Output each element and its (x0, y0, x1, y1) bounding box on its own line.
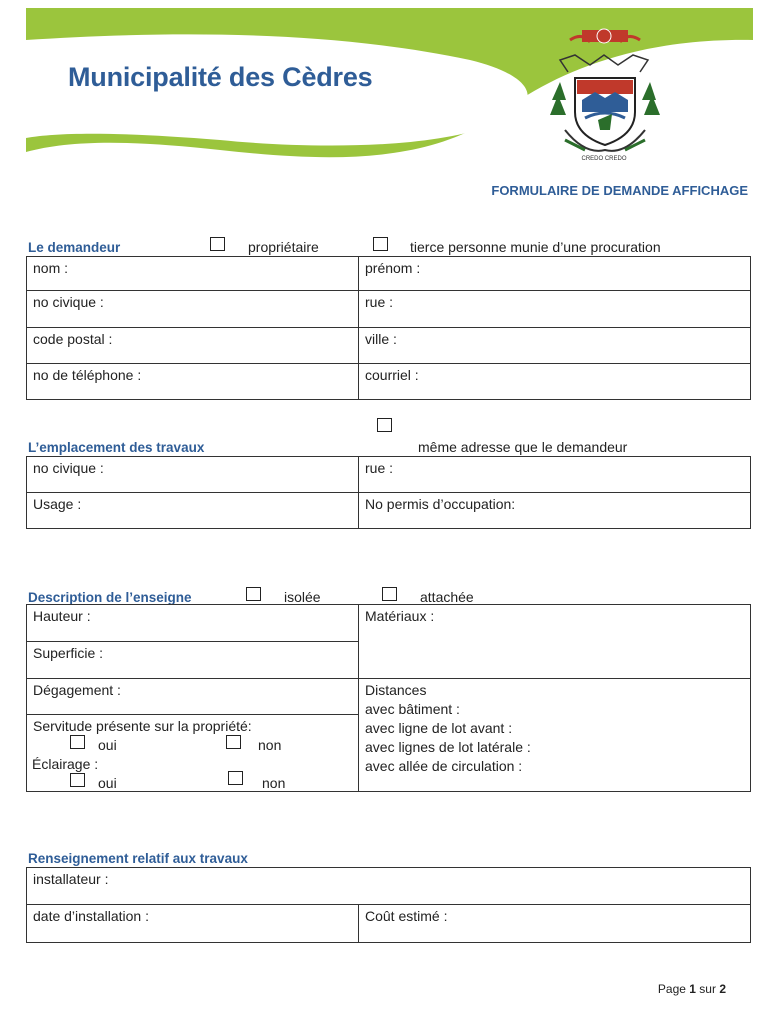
proprietaire-label: propriétaire (248, 239, 319, 255)
permis-occupation-field[interactable]: No permis d’occupation: (359, 493, 751, 529)
servitude-oui-label: oui (98, 737, 117, 753)
servitude-oui-checkbox[interactable] (70, 735, 85, 749)
servitude-label: Servitude présente sur la propriété: (33, 718, 252, 734)
demandeur-heading: Le demandeur (28, 240, 121, 255)
distance-lot-avant: avec ligne de lot avant : (365, 720, 513, 736)
prenom-field[interactable]: prénom : (359, 257, 751, 291)
page-number: Page 1 sur 2 (657, 982, 726, 996)
enseigne-heading: Description de l’enseigne (28, 590, 192, 605)
eclairage-oui-checkbox[interactable] (70, 773, 85, 787)
emplacement-rue-field[interactable]: rue : (359, 457, 751, 493)
nom-field[interactable]: nom : (27, 257, 359, 291)
distances-label: Distances (365, 682, 427, 698)
demandeur-table (26, 256, 751, 400)
hauteur-field[interactable]: Hauteur : (27, 605, 359, 642)
eclairage-oui-label: oui (98, 775, 117, 791)
distance-allee: avec allée de circulation : (365, 758, 523, 774)
date-installation-field[interactable]: date d’installation : (27, 905, 359, 943)
code-postal-field[interactable]: code postal : (27, 328, 359, 364)
cout-estime-field[interactable]: Coût estimé : (359, 905, 751, 943)
distance-batiment: avec bâtiment : (365, 701, 460, 717)
attachee-label: attachée (420, 589, 474, 605)
meme-adresse-checkbox[interactable] (377, 418, 392, 432)
servitude-non-label: non (258, 737, 282, 753)
eclairage-non-label: non (262, 775, 286, 791)
installateur-field[interactable]: installateur : (27, 868, 751, 905)
courriel-field[interactable]: courriel : (359, 364, 751, 400)
usage-field[interactable]: Usage : (27, 493, 359, 529)
proprietaire-checkbox[interactable] (210, 237, 225, 251)
telephone-field[interactable]: no de téléphone : (27, 364, 359, 400)
meme-adresse-label: même adresse que le demandeur (418, 439, 628, 455)
attachee-checkbox[interactable] (382, 587, 397, 601)
servitude-non-checkbox[interactable] (226, 735, 241, 749)
enseigne-table (26, 604, 751, 792)
emplacement-no-civique-field[interactable]: no civique : (27, 457, 359, 493)
renseignement-heading: Renseignement relatif aux travaux (28, 851, 248, 866)
superficie-field[interactable]: Superficie : (27, 642, 359, 679)
degagement-field[interactable]: Dégagement : (27, 679, 359, 715)
rue-field[interactable]: rue : (359, 291, 751, 328)
crest-motto: CREDO CREDO (581, 156, 627, 162)
emplacement-heading: L’emplacement des travaux (28, 440, 205, 455)
eclairage-non-checkbox[interactable] (228, 771, 243, 785)
no-civique-field[interactable]: no civique : (27, 291, 359, 328)
distances-field[interactable] (359, 679, 751, 792)
materiaux-field[interactable]: Matériaux : (359, 605, 751, 679)
procuration-checkbox[interactable] (373, 237, 388, 251)
eclairage-label: Éclairage : (32, 756, 99, 772)
municipality-title: Municipalité des Cèdres (68, 62, 373, 92)
emplacement-table (26, 456, 751, 529)
form-title: FORMULAIRE DE DEMANDE AFFICHAGE (491, 183, 748, 198)
isolee-label: isolée (284, 589, 321, 605)
procuration-label: tierce personne munie d’une procuration (410, 239, 661, 255)
isolee-checkbox[interactable] (246, 587, 261, 601)
ville-field[interactable]: ville : (359, 328, 751, 364)
distance-lot-laterale: avec lignes de lot latérale : (365, 739, 531, 755)
renseignement-table (26, 867, 751, 943)
